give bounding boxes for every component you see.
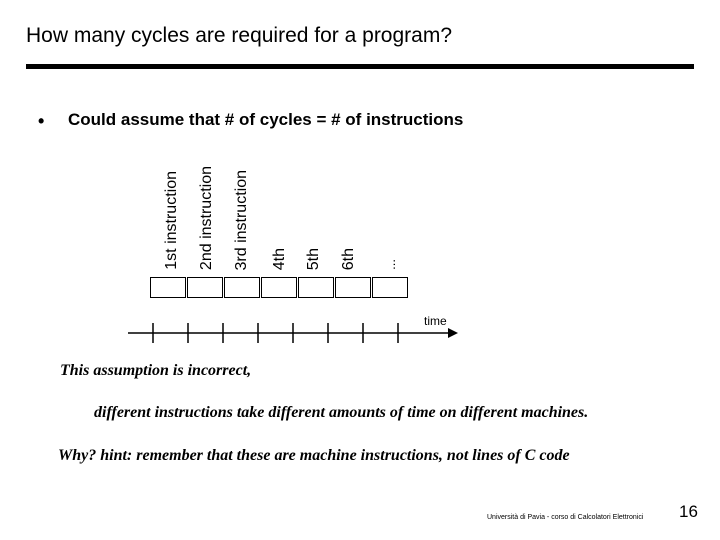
- instruction-label-2: 2nd instruction: [198, 165, 215, 270]
- instruction-boxes: [150, 277, 409, 297]
- timeline-arrowhead: [448, 328, 458, 338]
- timeline-axis: [122, 318, 462, 348]
- instruction-box: [298, 277, 334, 298]
- note-line-3: Why? hint: remember that these are machine instructions, not lines of C code: [58, 447, 570, 464]
- page-number: 16: [679, 502, 698, 521]
- title-divider: [26, 64, 694, 69]
- bullet-mark: •: [38, 111, 45, 131]
- instruction-label-3: 3rd instruction: [233, 169, 250, 270]
- instruction-label-1: 1st instruction: [163, 171, 180, 270]
- footer-institution: Università di Pavia - corso di Calcolatori Elettronici: [487, 514, 644, 521]
- note-line-2: different instructions take different amounts of time on different machines.: [94, 404, 589, 421]
- instruction-box: [150, 277, 186, 298]
- time-axis-label: time: [424, 314, 447, 328]
- instruction-label-5: 5th: [305, 247, 322, 270]
- instruction-box: [335, 277, 371, 298]
- instruction-label-4: 4th: [271, 247, 288, 270]
- instruction-label-6: 6th: [340, 247, 357, 270]
- instruction-box: [261, 277, 297, 298]
- slide-title: How many cycles are required for a program?: [26, 24, 453, 47]
- bullet-text: Could assume that # of cycles = # of instructions: [68, 110, 464, 129]
- note-line-1: This assumption is incorrect,: [60, 362, 252, 379]
- instruction-box: [372, 277, 408, 298]
- instruction-box: [224, 277, 260, 298]
- instruction-box: [187, 277, 223, 298]
- instruction-label-more: ...: [383, 259, 398, 270]
